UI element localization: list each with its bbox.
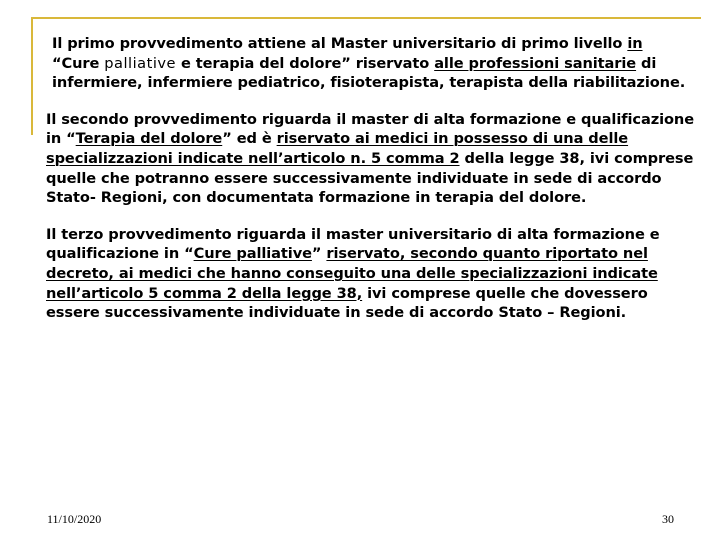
paragraph1-text-7: di infermiere, infermiere pediatrico, fisioterapista, terapista della riabilitazione. <box>52 54 686 92</box>
paragraph3-text-4: riservato, secondo quanto riportato nel decreto, ai medici che hanno conseguito una delle specializzazioni indicate nell’articolo 5 comma 2 della legge 38, <box>46 245 658 302</box>
paragraph3-text-2: Cure palliative <box>193 245 312 263</box>
slide-body <box>46 34 696 340</box>
paragraph1-text-2: in <box>627 35 643 52</box>
paragraph2-text-2: Terapia del dolore <box>75 130 223 148</box>
decorative-vertical-rule <box>31 17 33 135</box>
paragraph3-text-3: ” <box>311 245 327 263</box>
paragraph1-text-5: e terapia del dolore” riservato <box>176 54 435 72</box>
paragraph2-text-3: ” ed è <box>222 130 277 148</box>
paragraph1-text-6: alle professioni sanitarie <box>434 54 637 72</box>
paragraph2-text-5: della legge 38, ivi comprese quelle che potranno essere successivamente individuate in sede di accordo Stato- Regioni, con documentata formazione in terapia del dolore. <box>46 149 694 207</box>
paragraph2-text-4: riservato ai medici in possesso di una delle specializzazioni indicate nell’articolo n. 5 comma 2 <box>46 130 629 167</box>
paragraph3-text-5: ivi comprese quelle che dovessero essere successivamente individuate in sede di accordo Stato – Regioni. <box>46 284 648 322</box>
paragraph1-text-3: “Cure <box>52 54 105 72</box>
footer-page-number: 30 <box>662 512 674 526</box>
paragraph-first-master <box>46 34 696 93</box>
paragraph3-text-1: Il terzo provvedimento riguarda il master universitario di alta formazione e qualificazione in “ <box>46 225 660 263</box>
paragraph-second-master <box>46 110 696 208</box>
paragraph-third-master <box>46 225 696 323</box>
decorative-horizontal-rule <box>31 17 701 19</box>
paragraph1-text-4: palliative <box>104 54 176 72</box>
footer-date: 11/10/2020 <box>47 512 102 526</box>
paragraph2-text-1: Il secondo provvedimento riguarda il master di alta formazione e qualificazione in “ <box>46 110 694 148</box>
paragraph1-text-1: Il primo provvedimento attiene al Master universitario di primo livello <box>52 35 628 52</box>
